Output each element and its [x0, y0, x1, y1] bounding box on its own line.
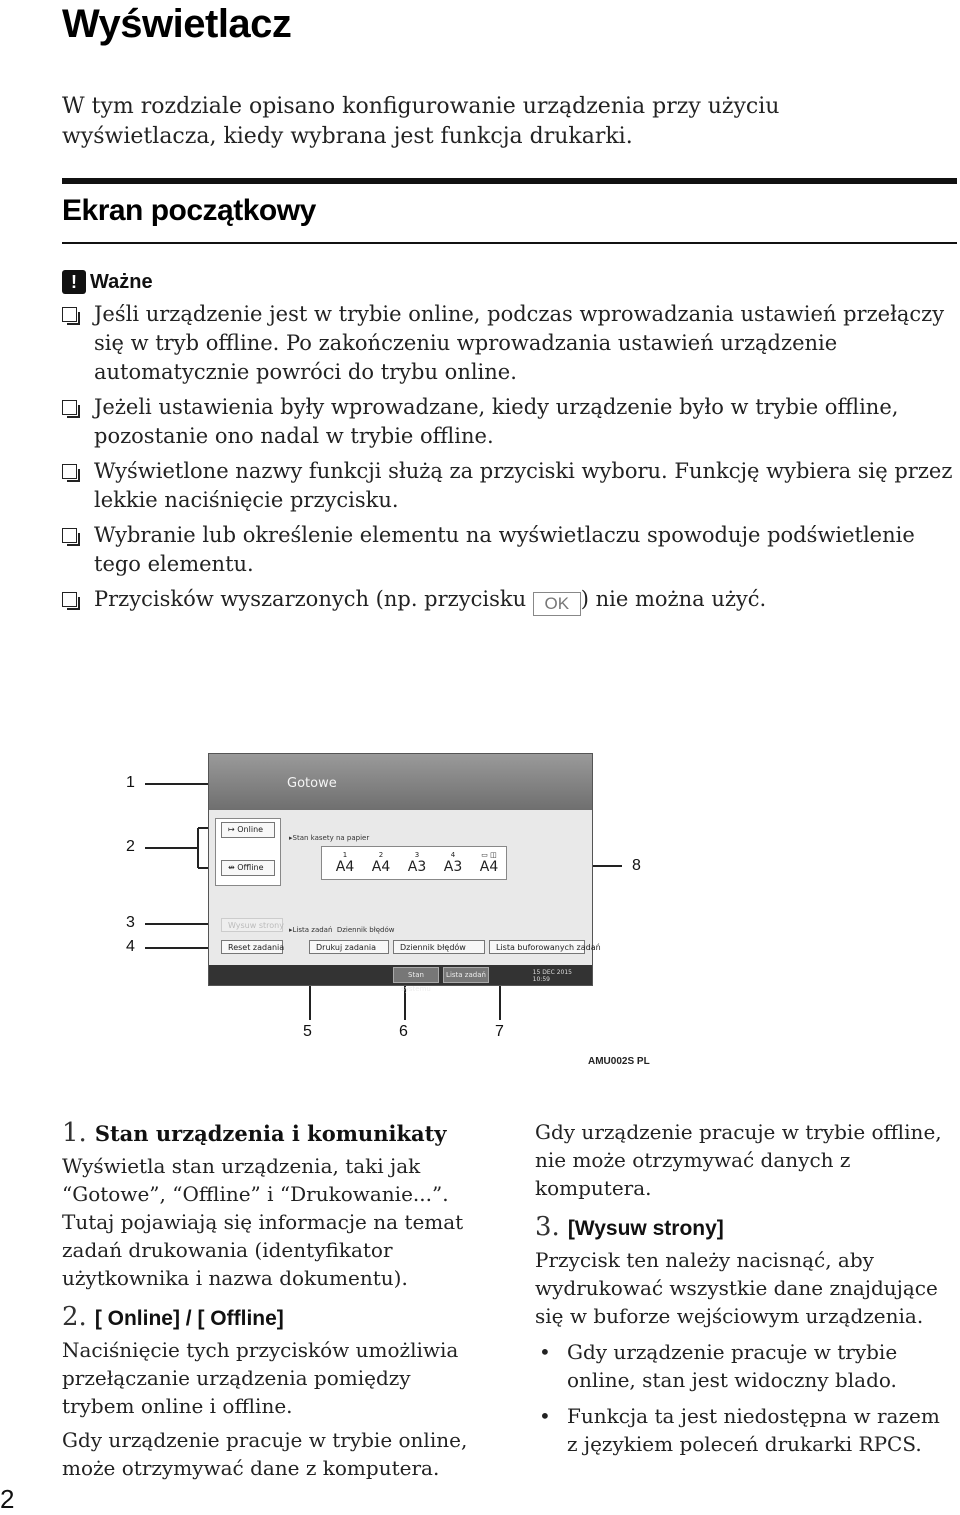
job-list-label: ▸Lista zadań Dziennik błędów	[289, 926, 395, 934]
online-button[interactable]: ↦ Online	[221, 822, 275, 838]
callout-7: 7	[495, 1023, 504, 1040]
item-3-text: Przycisk ten należy nacisnąć, aby wydrukować wszystkie dane znajdujące się w buforze wejściowym urządzenia.	[535, 1248, 938, 1328]
item-1-heading	[62, 1118, 482, 1148]
paper-tray-4	[435, 850, 471, 878]
ok-button-sample: OK	[533, 592, 581, 616]
important-label: Ważne	[90, 270, 153, 293]
form-feed-button[interactable]: Wysuw strony	[221, 918, 283, 932]
note-text: Wyświetlone nazwy funkcji służą za przyciski wyboru. Funkcję wybiera się przez lekkie naciśnięcie przycisku.	[94, 459, 953, 512]
item-2-text-3: Gdy urządzenie pracuje w trybie offline, nie może otrzymywać danych z komputera.	[535, 1120, 942, 1200]
tray-size: A4	[371, 859, 391, 875]
important-icon: !	[62, 270, 86, 294]
time-text: 10:59	[532, 976, 550, 983]
item-2-heading	[62, 1302, 482, 1332]
tray-status-label: ▸Stan kasety na papier	[289, 834, 370, 842]
error-log-text: Dziennik błędów	[336, 926, 395, 934]
item-3-heading	[535, 1212, 955, 1242]
status-message: Gotowe	[287, 776, 337, 791]
item-2-text-2: Gdy urządzenie pracuje w trybie online, może otrzymywać dane z komputera.	[62, 1428, 468, 1480]
callout-3: 3	[126, 914, 135, 931]
left-column	[62, 1118, 482, 1488]
bullet-item: • Funkcja ta jest niedostępna w razem z językiem poleceń drukarki RPCS.	[535, 1402, 955, 1458]
paper-tray-bypass	[471, 850, 507, 878]
paper-tray-2	[363, 850, 399, 878]
note-text: Jeżeli ustawienia były wprowadzane, kiedy urządzenie było w trybie offline, pozostanie ono nadal w trybie offline.	[94, 395, 899, 448]
note-text: Jeśli urządzenie jest w trybie online, podczas wprowadzania ustawień przełączy się w tryb offline. Po zakończeniu wprowadzania ustawień urządzenie automatycznie powróci do trybu online.	[94, 302, 945, 384]
job-list-button[interactable]: Lista zadań	[443, 967, 489, 983]
tray-number: 1	[342, 851, 348, 859]
item-2-number: 2.	[62, 1302, 87, 1332]
bullet-item: • Gdy urządzenie pracuje w trybie online, stan jest widoczny blado.	[535, 1338, 955, 1394]
tray-number: 4	[450, 851, 456, 859]
tray-number: 2	[378, 851, 384, 859]
callout-5: 5	[303, 1023, 312, 1040]
system-status-button[interactable]: Stan systemu	[393, 967, 439, 983]
job-list-text: Lista zadań	[292, 926, 333, 934]
item-1-number: 1.	[62, 1118, 87, 1148]
tray-size: A4	[335, 859, 355, 875]
online-label: Online	[237, 825, 264, 834]
note-text-end: ) nie można użyć.	[580, 587, 767, 611]
note-text: Wybranie lub określenie elementu na wyświetlaczu spowoduje podświetlenie tego elementu.	[94, 523, 915, 576]
paper-tray-1	[327, 850, 363, 878]
callout-6: 6	[399, 1023, 408, 1040]
right-column	[535, 1118, 955, 1466]
status-bar	[209, 754, 592, 810]
bypass-icon: ▭ ◫	[481, 851, 497, 859]
item-3-number: 3.	[535, 1212, 560, 1242]
paper-tray-3	[399, 850, 435, 878]
datetime	[533, 969, 572, 983]
tray-size: A3	[443, 859, 463, 875]
print-jobs-button[interactable]: Drukuj zadania	[309, 940, 389, 954]
offline-button[interactable]: ↮ Offline	[221, 860, 275, 876]
callout-1: 1	[126, 774, 135, 791]
figure-code: AMU002S PL	[588, 1056, 650, 1067]
printer-display	[208, 753, 601, 993]
callout-4: 4	[126, 938, 135, 955]
offline-label: Offline	[237, 863, 264, 872]
section-title: Ekran początkowy	[62, 194, 316, 227]
error-log-button[interactable]: Dziennik błędów	[393, 940, 485, 954]
page-number: 2	[0, 1484, 15, 1514]
note-text: Przycisków wyszarzonych (np. przycisku	[94, 587, 533, 611]
tray-number: 3	[414, 851, 420, 859]
job-reset-button[interactable]: Reset zadania	[221, 940, 283, 954]
page-title: Wyświetlacz	[62, 2, 292, 46]
callout-8: 8	[632, 857, 641, 874]
tray-size: A3	[407, 859, 427, 875]
tray-status-text: Stan kasety na papier	[292, 834, 370, 842]
item-1-title: Stan urządzenia i komunikaty	[94, 1121, 447, 1146]
date-text: 15 DEC 2015	[532, 969, 572, 976]
item-3-title: [Wysuw strony]	[567, 1217, 724, 1240]
intro-paragraph: W tym rozdziale opisano konfigurowanie urządzenia przy użyciu wyświetlacza, kiedy wybrana jest funkcja drukarki.	[62, 94, 780, 149]
spool-list-button[interactable]: Lista buforowanych zadań	[489, 940, 585, 954]
tray-size: A4	[479, 859, 499, 875]
item-3-bullets	[535, 1338, 955, 1458]
item-2-title: [ Online] / [ Offline]	[94, 1307, 284, 1330]
callout-2: 2	[126, 838, 135, 855]
item-1-text: Wyświetla stan urządzenia, taki jak “Gotowe”, “Offline” i “Drukowanie...”. Tutaj pojawiają się informacje na temat zadań drukowania (identyfikator użytkownika i nazwa dokumentu).	[62, 1154, 464, 1290]
item-2-text-1: Naciśnięcie tych przycisków umożliwia przełączanie urządzenia pomiędzy trybem online i offline.	[62, 1338, 459, 1418]
